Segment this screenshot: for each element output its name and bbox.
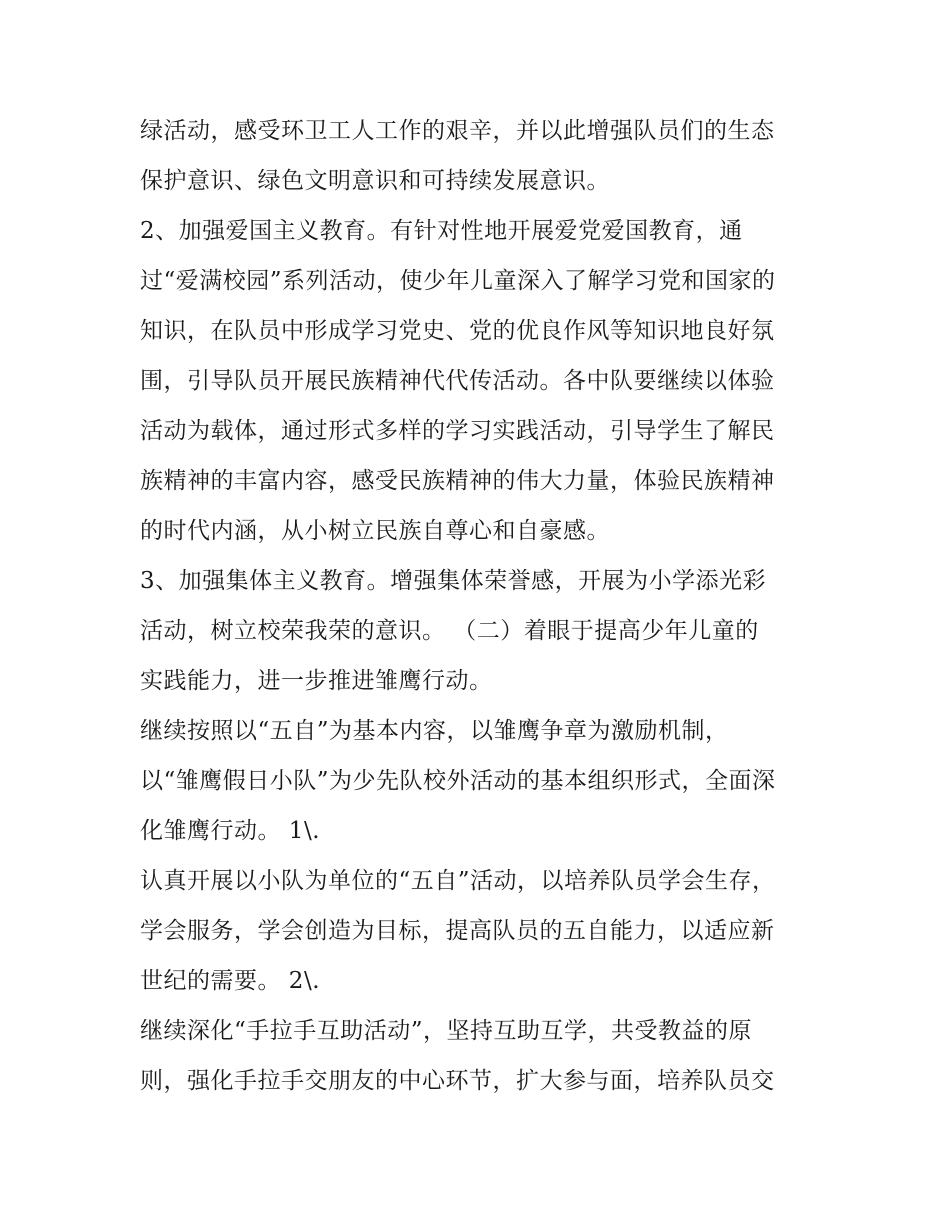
text-line: 2、加强爱国主义教育。有针对性地开展爱党爱国教育，通 xyxy=(140,218,743,244)
text-line: 族精神的丰富内容，感受民族精神的伟大力量，体验民族精神 xyxy=(140,468,775,494)
text-line: 围，引导队员开展民族精神代代传活动。各中队要继续以体验 xyxy=(140,368,775,394)
text-line: 继续按照以“五自”为基本内容，以雏鹰争章为激励机制， xyxy=(140,718,729,744)
text-line: 世纪的需要。 2\. xyxy=(140,968,321,994)
text-line: 实践能力，进一步推进雏鹰行动。 xyxy=(140,668,493,694)
text-line: 活动，树立校荣我荣的意识。 （二）着眼于提高少年儿童的 xyxy=(140,618,759,644)
text-line: 3、加强集体主义教育。增强集体荣誉感，开展为小学添光彩 xyxy=(140,568,767,594)
text-line: 活动为载体，通过形式多样的学习实践活动，引导学生了解民 xyxy=(140,418,775,444)
text-line: 绿活动，感受环卫工人工作的艰辛，并以此增强队员们的生态 xyxy=(140,118,775,144)
text-line: 继续深化“手拉手互助活动”，坚持互助互学，共受教益的原 xyxy=(140,1018,753,1044)
text-line: 以“雏鹰假日小队”为少先队校外活动的基本组织形式，全面深 xyxy=(140,768,776,794)
text-line: 过“爱满校园”系列活动，使少年儿童深入了解学习党和国家的 xyxy=(140,268,776,294)
text-line: 则，强化手拉手交朋友的中心环节，扩大参与面，培养队员交 xyxy=(140,1068,775,1094)
text-line: 保护意识、绿色文明意识和可持续发展意识。 xyxy=(140,168,610,194)
text-line: 学会服务，学会创造为目标，提高队员的五自能力，以适应新 xyxy=(140,918,775,944)
text-line: 化雏鹰行动。 1\. xyxy=(140,818,321,844)
text-line: 知识，在队员中形成学习党史、党的优良作风等知识地良好氛 xyxy=(140,318,775,344)
text-line: 认真开展以小队为单位的“五自”活动，以培养队员学会生存， xyxy=(140,868,776,894)
text-line: 的时代内涵，从小树立民族自尊心和自豪感。 xyxy=(140,518,610,544)
document-body xyxy=(140,106,830,1106)
